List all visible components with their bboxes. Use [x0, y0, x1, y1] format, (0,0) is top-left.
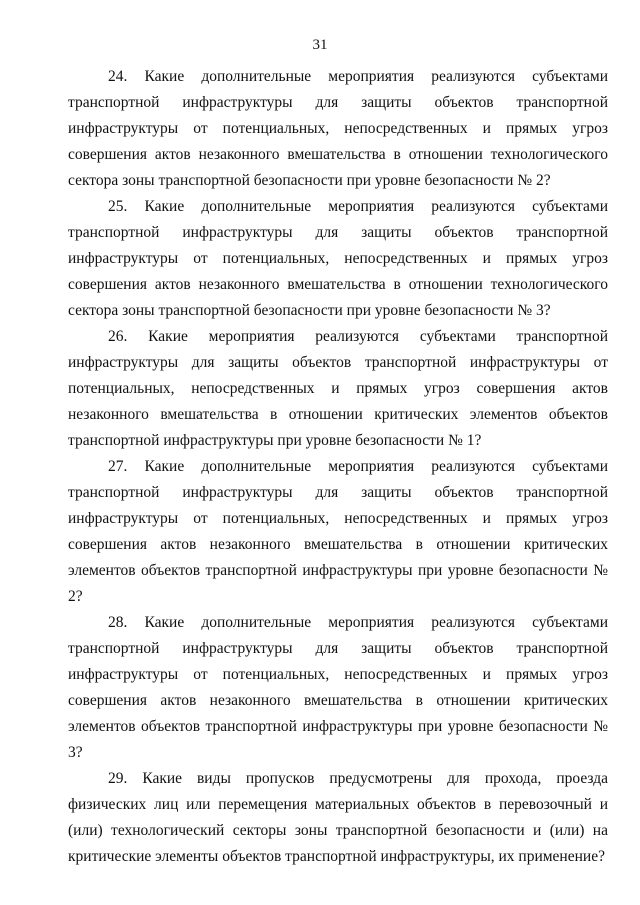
page-number: 31: [312, 37, 328, 53]
question-list: [68, 64, 608, 870]
question-27: 27. Какие дополнительные мероприятия реализуются субъектами транспортной инфраструктуры для защиты объектов транспортной инфраструктуры от потенциальных, непосредственных и прямых угроз совершения актов незаконного вмешательства в отношении критических элементов объектов транспортной инфраструктуры при уровне безопасности № 2?: [68, 458, 608, 605]
question-29: 29. Какие виды пропусков предусмотрены для прохода, проезда физических лиц или перемещения материальных объектов в перевозочный и (или) технологический секторы зоны транспортной безопасности и (или) на критические элементы объектов транспортной инфраструктуры, их применение?: [68, 770, 608, 865]
question-24: 24. Какие дополнительные мероприятия реализуются субъектами транспортной инфраструктуры для защиты объектов транспортной инфраструктуры от потенциальных, непосредственных и прямых угроз совершения актов незаконного вмешательства в отношении технологического сектора зоны транспортной безопасности при уровне безопасности № 2?: [68, 68, 608, 189]
question-26: 26. Какие мероприятия реализуются субъектами транспортной инфраструктуры для защиты объектов транспортной инфраструктуры от потенциальных, непосредственных и прямых угроз совершения актов незаконного вмешательства в отношении критических элементов объектов транспортной инфраструктуры при уровне безопасности № 1?: [68, 328, 608, 449]
question-25: 25. Какие дополнительные мероприятия реализуются субъектами транспортной инфраструктуры для защиты объектов транспортной инфраструктуры от потенциальных, непосредственных и прямых угроз совершения актов незаконного вмешательства в отношении технологического сектора зоны транспортной безопасности при уровне безопасности № 3?: [68, 198, 608, 319]
question-28: 28. Какие дополнительные мероприятия реализуются субъектами транспортной инфраструктуры для защиты объектов транспортной инфраструктуры от потенциальных, непосредственных и прямых угроз совершения актов незаконного вмешательства в отношении критических элементов объектов транспортной инфраструктуры при уровне безопасности № 3?: [68, 614, 608, 761]
